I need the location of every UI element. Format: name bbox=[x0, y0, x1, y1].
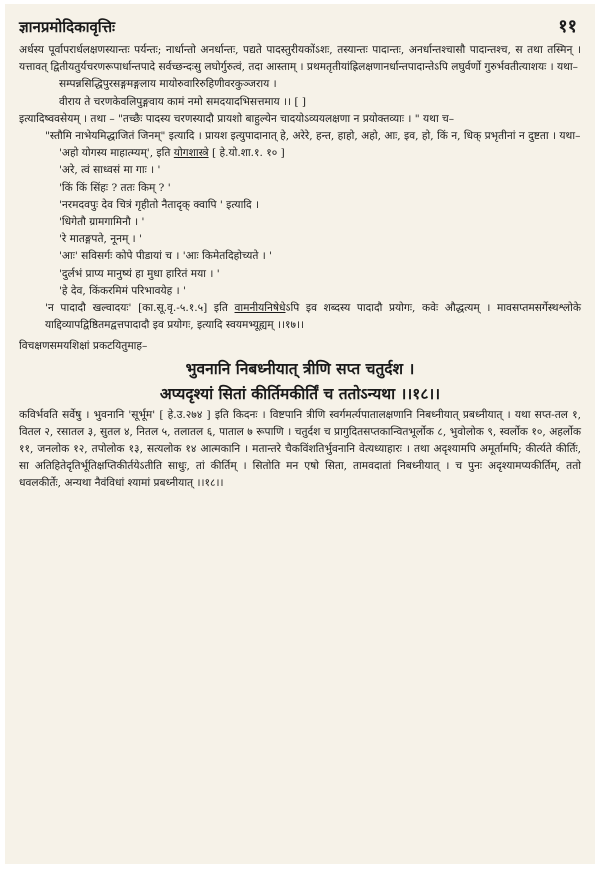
section-intro: विचक्षणसमयशिक्षां प्रकटयितुमाह– bbox=[19, 340, 148, 353]
commentary-paragraph-3: "स्तौमि नाभेयमिद्धाजितं जिनम्" इत्यादि । प्रायश इत्युपादानात् हे, अरेरे, हन्त, हाहो, अहो, आः, इव, हो, किं न, धिक् प्रभृतीनां न दुष्टता । यथा– bbox=[45, 130, 581, 143]
example-9: 'हे देव, किंकरमिमं परिभावयेह । ' bbox=[59, 284, 186, 297]
vamana-reference: वामनीयनिषेधे bbox=[234, 302, 286, 315]
verse-1-line-2: वीराय ते चरणकेवलिपुङ्गवाय कामं नमो समदयादभिसत्तमाय ।। [ ] bbox=[59, 95, 307, 108]
example-1-text: 'अहो योगस्य माहात्म्यम्', इति bbox=[59, 147, 171, 160]
verse-18-line-1: भुवनानि निबध्नीयात् त्रीणि सप्त चतुर्दश । bbox=[185, 358, 415, 378]
source-yogashastra: योगशास्त्रे bbox=[173, 147, 209, 160]
example-10 bbox=[45, 300, 581, 334]
example-8: 'दुर्लभं प्राप्य मानुष्यं हा मुधा हारितं मया । ' bbox=[59, 267, 220, 280]
example-10-text: 'न पादादौ खल्वादयः' [का.सू.वृ.-५.१.५] इति bbox=[45, 302, 228, 315]
page-body bbox=[19, 42, 581, 493]
book-page bbox=[5, 4, 595, 864]
example-7: 'आः' सविसर्गः कोपे पीडायां च । 'आः किमेतदिहोच्यते । ' bbox=[59, 250, 273, 263]
example-10-rest: ऽपि इव शब्दस्य पादादौ प्रयोगः, कवेः औद्धत्यम् । मावसप्तमसर्गेस्थश्लोके याद्दिव्यापद्विष्ठितमद्वत्तपादादौ इव प्रयोगः, इत्यादि स्वयमभ्यूह्यम् ।।१७।। bbox=[45, 302, 581, 332]
example-2: 'अरे, त्वं साध्वसं मा गाः । ' bbox=[59, 164, 161, 177]
example-6: 'रे मातङ्गपते, नूनम् । ' bbox=[59, 233, 142, 246]
verse-1-line-1: सम्पन्नसिद्धिपुरसङ्गमङ्गलाय मायोरुवारिरुहिणीवरकुञ्जराय । bbox=[59, 78, 277, 91]
example-5: 'धिगेतौ ग्रामगामिनौ । ' bbox=[59, 216, 145, 229]
commentary-paragraph-2: इत्यादिष्ववसेयम् । तथा – "तच्छैः पादस्य चरणस्यादौ प्रायशो बाहुल्येन चादयोऽव्ययलक्षणा न प्रयोक्तव्याः । " यथा च– bbox=[19, 112, 455, 125]
citation-yogashastra: [ हे.यो.शा.१. १० ] bbox=[211, 147, 285, 160]
page-number: ११ bbox=[558, 16, 577, 37]
example-3: 'किं किं सिंहः ? ततः किम् ? ' bbox=[59, 181, 171, 194]
page-header bbox=[19, 14, 581, 38]
running-title: ज्ञानप्रमोदिकावृत्तिः bbox=[19, 18, 116, 36]
commentary-paragraph-1: अर्धस्य पूर्वापरार्धलक्षणस्यान्तः पर्यन्तः; नार्धान्तो अनर्धान्तः, पद्यते पादस्तुरीयकोंऽशः, तस्यान्तः पादान्तः, अनर्धान्तश्चासौ पादान्तश्च, स तथा तस्मिन् । यत्तावत् द्वितीयतुर्यचरणरूपार्धान्तपादे सर्वच्छन्दःसु लघोर्गुरुत्वं, तदा आस्ताम् । प्रथमतृतीयांह्रिलक्षणानर्धान्तपादान्तेऽपि लघुर्वर्णो गुरुर्भवतीत्याशयः । यथा– bbox=[19, 44, 581, 74]
verse-18-line-2: अप्यदृश्यां सितां कीर्तिमकीर्तिं च ततोऽन्यथा ।।१८।। bbox=[159, 383, 441, 403]
commentary-paragraph-5: कविर्भवति सर्वेषु । भुवनानि 'सूर्भूम' [ हे.उ.२७४ ] इति किदनः । विष्टपानि त्रीणि स्वर्गमर्त्यपातालक्षणानि निबध्नीयात् प्रबध्नीयात् । यथा सप्त-तल १, वितल २, रसातल ३, सुतल ४, नितल ५, तलातल ६, पाताल ७ रूपाणि । चतुर्दश च प्रागुदितसप्तकान्वितभूर्लोक ८, भुवोलोक ९, स्वर्लोक १०, अहर्लोक ११, जनलोक १२, तपोलोक १३, सत्यलोक १४ आत्मकानि । मतान्तरे चैकविंशतिर्भुवनानि वेत्यध्याहारः । तथा अदृश्यामपि अमूर्तामपि; कीर्त्यते कीर्तिः, सा अतिहितेदृतिर्भूतिक्षप्तिकीर्तयेऽतीति साधुः, तां कीर्तिम् । सितोति मन एषो सिता, तामवदातां निबध्नीयात् । च पुनः अदृश्यामप्यकीर्तिम्, ततो धवलकीर्तेः, अन्यथा नैवंविधां श्यामां प्रबध्नीयात् ।।१८।। bbox=[19, 408, 581, 490]
example-1 bbox=[59, 145, 581, 162]
example-4: 'नरमदवपुः देव चित्रं गृहीतो नैतादृक् क्वापि ' इत्यादि । bbox=[59, 198, 260, 211]
